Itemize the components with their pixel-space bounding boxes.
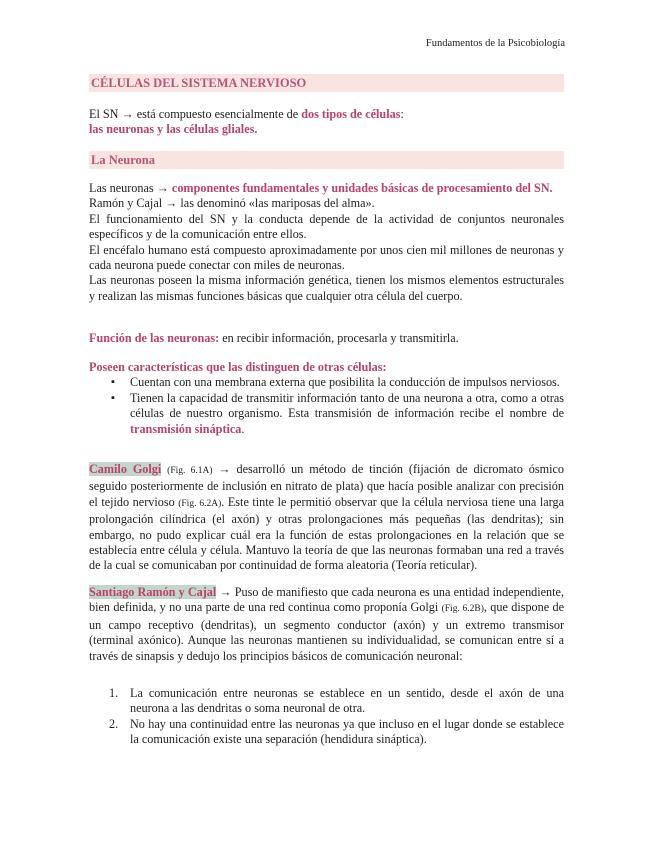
cajal-text2: , que dispone de un campo receptivo (dendritas), un segmento conductor (axón) y un extremo transmisor (terminal axónico). Aunque las neuronas mantienen su individualidad, se comunican entre sí a través de sinapsis y dedujo los principios básicos de comunicación neuronal: (89, 600, 565, 663)
list-item (89, 717, 564, 748)
list-item-end: . (241, 421, 245, 436)
list-item (89, 391, 564, 437)
neurona-section (89, 181, 564, 304)
list-item-text: No hay una continuidad entre las neuronas ya que incluso en el lugar donde se establece la comunicación existe una separación (hendidura sináptica). (130, 716, 564, 747)
list-item-text: Tienen la capacidad de transmitir información tanto de una neurona a otra, como a otras células de nuestro organismo. Esta transmisión de información recibe el nombre de (130, 390, 564, 421)
list-item-text: La comunicación entre neuronas se establece en un sentido, desde el axón de una neurona a las dendritas o soma neuronal de otra. (130, 686, 564, 716)
neurona-p1-pre: Las neuronas → (89, 181, 172, 195)
intro-highlight: dos tipos de células (301, 107, 401, 121)
intro-post: : (400, 107, 404, 121)
funcion-label: Función de las neuronas: (89, 331, 220, 345)
list-item-number: 2. (109, 716, 119, 731)
list-item (89, 375, 564, 390)
golgi-fig2: (Fig. 6.2A) (178, 498, 222, 509)
golgi-fig1: (Fig. 6.1A) (167, 466, 213, 476)
cajal-fig: (Fig. 6.2B) (441, 604, 484, 615)
neurona-title: La Neurona (89, 151, 564, 169)
neurona-p5: Las neuronas poseen la misma información genética, tienen los mismos elementos estructurales y realizan las mismas funciones básicas que cualquier otra célula del cuerpo. (89, 273, 564, 303)
golgi-paragraph (89, 462, 564, 574)
funcion-paragraph (89, 331, 564, 346)
principios-list (89, 686, 564, 748)
intro-line2: las neuronas y las células gliales. (89, 122, 258, 137)
list-item-number: 1. (109, 686, 119, 700)
page-header: Fundamentos de la Psicobiología (425, 38, 565, 49)
caracteristicas-title: Poseen características que las distinguen de otras células: (89, 360, 387, 374)
list-item (89, 686, 564, 717)
golgi-name: Camilo Golgi (89, 462, 162, 476)
transmision-sinaptica-highlight: transmisión sináptica (130, 421, 242, 436)
caracteristicas-list (89, 375, 564, 437)
section-title: CÉLULAS DEL SISTEMA NERVIOSO (89, 74, 564, 92)
neurona-p2: Ramón y Cajal → las denominó «las mariposas del alma». (89, 196, 375, 211)
caracteristicas-section (89, 360, 564, 437)
cajal-name: Santiago Ramón y Cajal (89, 585, 217, 599)
cajal-text1: → Puso de manifiesto que cada neurona es una entidad independiente, bien definida, y no una parte de una red continua como proponía Golgi (89, 585, 564, 615)
cajal-paragraph (89, 585, 564, 664)
principios-section (89, 686, 564, 748)
neurona-p4: El encéfalo humano está compuesto aproximadamente por unos cien mil millones de neuronas y cada neurona puede conectar con miles de neuronas. (89, 242, 564, 273)
funcion-text: en recibir información, procesarla y transmitirla. (219, 331, 459, 345)
golgi-text2: . Este tinte le permitió observar que la célula nerviosa tiene una larga prolongación cilíndrica (el axón) y otras prolongaciones más pequeñas (las dendritas); sin embargo, no pudo explicar cuál era la función de estas prolongaciones en la relación que se establecía entre célula y célula. Mantuvo la teoría de que las neuronas formaban una red a través de la cual se comunicaban por continuidad de forma aleatoria (Teoría reticular). (89, 494, 564, 573)
neurona-p3: El funcionamiento del SN y la conducta depende de la actividad de conjuntos neuronales específicos y de la comunicación entre ellos. (89, 211, 564, 242)
intro-pre: El SN → está compuesto esencialmente de (89, 107, 302, 121)
neurona-p1-highlight: componentes fundamentales y unidades básicas de procesamiento del SN. (171, 181, 553, 195)
list-item-text: Cuentan con una membrana externa que posibilita la conducción de impulsos nerviosos. (130, 375, 560, 390)
golgi-text1: → desarrolló un método de tinción (fijación de dicromato ósmico seguido posteriormente de inclusión en nitrato de plata) que hacía posible analizar con precisión el tejido nervioso (89, 462, 564, 509)
intro-paragraph (89, 107, 564, 138)
